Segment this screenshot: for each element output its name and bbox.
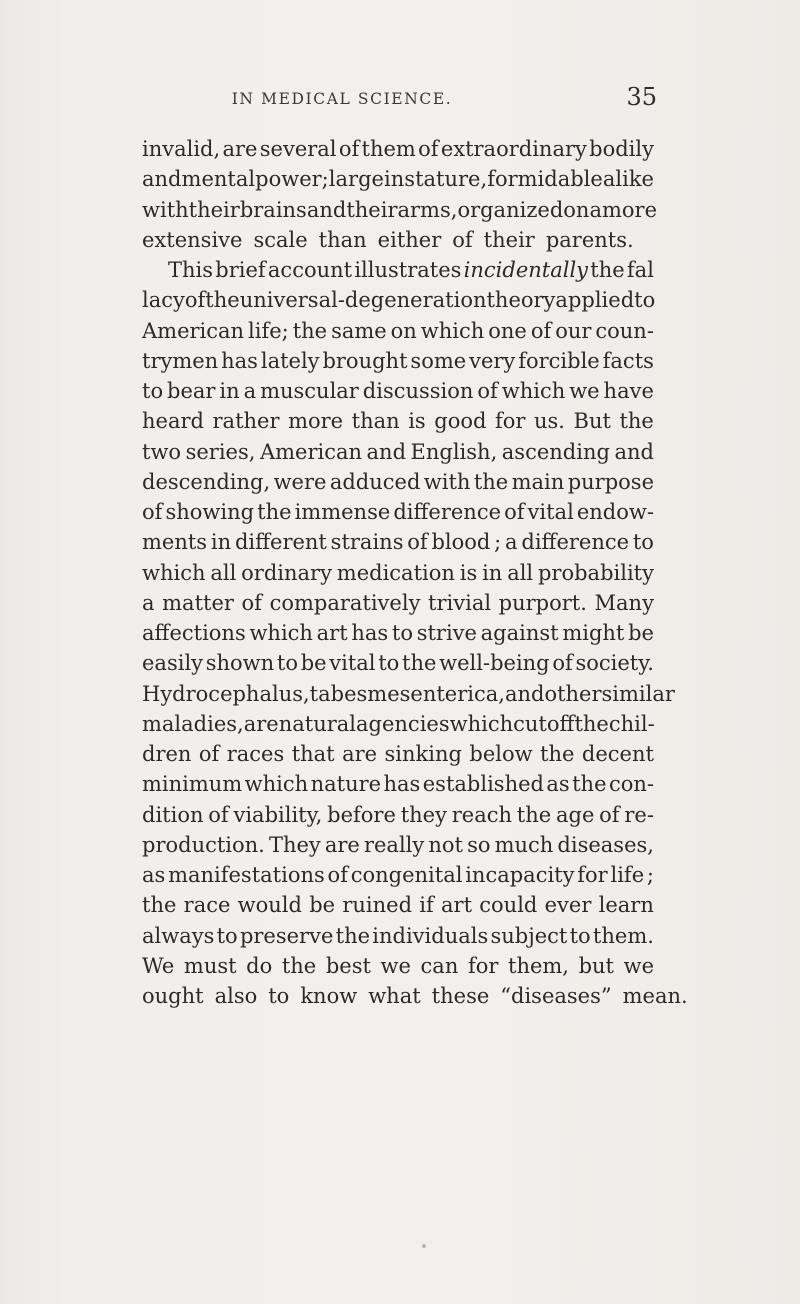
word: them. [592, 923, 654, 948]
word: ; [494, 530, 502, 555]
word: a [589, 197, 602, 222]
word: We [142, 953, 175, 978]
word: is [408, 409, 426, 434]
text-line [142, 437, 654, 467]
word: can [420, 953, 459, 978]
word: in [384, 167, 405, 192]
word: American [259, 439, 363, 464]
word: ordinary [241, 560, 332, 585]
word: difference [393, 500, 502, 524]
word: subject [490, 923, 568, 948]
word: blood [431, 530, 491, 555]
word: our [555, 318, 592, 343]
word: heard [142, 409, 204, 434]
word: main [511, 469, 565, 494]
word: matter [162, 590, 234, 615]
word: would [237, 893, 302, 918]
text-line [142, 709, 654, 739]
word: them, [508, 953, 569, 978]
word: off [546, 711, 575, 736]
text-line [142, 134, 654, 164]
word: easily [142, 651, 204, 676]
word: natural [278, 711, 357, 736]
word: the [335, 923, 371, 948]
word: alike [602, 167, 654, 192]
word: so [467, 832, 491, 857]
word: either [377, 227, 442, 252]
word: vital [527, 500, 574, 524]
word: bear [167, 379, 216, 403]
word: brought [322, 348, 408, 373]
word: fal [626, 258, 654, 282]
word: has [351, 621, 389, 645]
word: dren [142, 742, 192, 766]
word: ruined [342, 893, 413, 918]
word: some [410, 348, 467, 373]
word: which [449, 711, 514, 736]
word: muscular [260, 379, 359, 403]
text-line [142, 951, 654, 981]
word: best [325, 953, 371, 978]
word: extensive [142, 227, 243, 252]
word: agencies [356, 711, 450, 736]
word: incapacity [465, 863, 575, 887]
word: is [459, 560, 478, 585]
word: the [281, 953, 317, 978]
word: we [380, 953, 411, 978]
word: the [590, 258, 625, 282]
word: to [632, 530, 654, 555]
word: universal-degeneration [239, 288, 487, 313]
word: well-being [439, 651, 550, 676]
word: purpose [567, 469, 654, 494]
word: mean. [622, 984, 688, 1008]
word: be [628, 621, 654, 645]
text-line [142, 618, 654, 648]
body-text [142, 134, 688, 1011]
word: the [516, 802, 552, 827]
text-line [142, 981, 688, 1011]
word: has [383, 772, 421, 797]
word: forcible [518, 348, 600, 373]
word: with [423, 469, 471, 494]
text-line [142, 890, 654, 920]
word: very [469, 348, 516, 373]
word: society. [575, 651, 654, 676]
word: to [216, 923, 238, 948]
word: of [530, 318, 552, 343]
word: difference [521, 530, 630, 555]
word: could [479, 893, 538, 918]
word: of [599, 802, 620, 827]
word: and [142, 167, 182, 192]
word: not [428, 832, 463, 857]
word: chil- [608, 711, 655, 736]
text-line [142, 648, 654, 678]
word: of [418, 137, 439, 161]
word: medication [336, 560, 455, 585]
word: same [331, 318, 387, 343]
word: similar [601, 681, 675, 706]
word: are [243, 711, 279, 736]
text-line [142, 316, 654, 346]
word: purport. [498, 590, 587, 615]
word: and [366, 439, 407, 464]
word: for [467, 953, 499, 978]
word: and [504, 681, 545, 706]
word: they [400, 802, 447, 827]
word: these [431, 984, 490, 1008]
word: diseases, [557, 832, 654, 857]
word: maladies, [142, 711, 244, 736]
word: lacy [142, 288, 185, 313]
word: invalid, [142, 137, 221, 161]
word: nature [310, 772, 382, 797]
word: applied [555, 288, 635, 313]
word: of [477, 379, 498, 403]
word: strains [330, 530, 404, 555]
word: individuals [372, 923, 489, 948]
word: for [494, 409, 526, 434]
word: ought [142, 984, 204, 1008]
word: reach [451, 802, 513, 827]
word: to [268, 984, 290, 1008]
word: large [328, 167, 384, 192]
text-line [142, 225, 654, 255]
word: all [507, 560, 534, 585]
word: must [183, 953, 237, 978]
word: showing [165, 500, 255, 524]
word: of [407, 530, 428, 555]
word: the [574, 711, 609, 736]
text-line [142, 195, 657, 225]
word: in [482, 560, 503, 585]
word: which [249, 621, 313, 645]
word: in [219, 379, 240, 403]
word: life; [248, 318, 289, 343]
word: shown [205, 651, 275, 676]
word: the [619, 409, 654, 434]
word: good [434, 409, 487, 434]
word: the [257, 500, 292, 524]
word: us. [533, 409, 565, 434]
word: cut [513, 711, 547, 736]
word: and [306, 197, 347, 222]
word: two [142, 439, 182, 464]
word: if [419, 893, 434, 918]
word: for [577, 863, 608, 887]
word: of [327, 863, 348, 887]
word: were [273, 469, 327, 494]
text-line [142, 467, 654, 497]
word: adduced [329, 469, 421, 494]
word: illustrates [354, 258, 462, 282]
word: as [546, 772, 570, 797]
word: their [346, 197, 398, 222]
text-line [142, 255, 654, 285]
text-line [142, 588, 654, 618]
word: several [259, 137, 337, 161]
running-title: IN MEDICAL SCIENCE. [231, 90, 453, 108]
word: strive [416, 621, 477, 645]
word: mesenterica, [367, 681, 505, 706]
word: a [505, 530, 518, 555]
word: lately [260, 348, 320, 373]
word: coun- [595, 318, 654, 343]
word: the [572, 772, 607, 797]
word: the [473, 469, 509, 494]
word: immense [294, 500, 391, 524]
word: much [494, 832, 554, 857]
word: on [390, 318, 417, 343]
word: which [142, 560, 206, 585]
text-line [142, 739, 654, 769]
text-line [142, 679, 675, 709]
word: ascending [501, 439, 610, 464]
word: what [368, 984, 421, 1008]
word: that [291, 742, 335, 766]
text-line [142, 285, 654, 315]
word: against [480, 621, 559, 645]
word: affections [142, 621, 246, 645]
word: power; [255, 167, 329, 192]
word: race [183, 893, 231, 918]
word: of [452, 227, 473, 252]
word: parents. [545, 227, 634, 252]
word: minimum [142, 772, 243, 797]
word: American [142, 318, 245, 343]
word: rather [212, 409, 280, 434]
word: ; [646, 863, 654, 887]
paper-speck [422, 1244, 426, 1248]
word: arms, [397, 197, 458, 222]
word: which [244, 772, 309, 797]
word: to [634, 288, 656, 313]
word: always [142, 923, 215, 948]
word: re- [624, 802, 654, 827]
word: of [142, 500, 163, 524]
word: brief [215, 258, 266, 282]
word: congenital [350, 863, 463, 887]
word: know [300, 984, 358, 1008]
text-line [142, 921, 654, 951]
word: But [573, 409, 611, 434]
word: races [226, 742, 285, 766]
word: This [168, 258, 214, 282]
word: trymen [142, 348, 219, 373]
word: as [142, 863, 166, 887]
word: the [540, 742, 575, 766]
word: do [246, 953, 273, 978]
word: be [309, 893, 336, 918]
word: to [391, 621, 413, 645]
word: stature, [404, 167, 488, 192]
word: to [276, 651, 298, 676]
text-line [142, 406, 654, 436]
word: English, [410, 439, 498, 464]
word: a [142, 590, 155, 615]
word: we [569, 379, 600, 403]
word: the [205, 288, 240, 313]
word: endow- [576, 500, 654, 524]
word: formidable [487, 167, 603, 192]
word: on [563, 197, 590, 222]
word: more [288, 409, 344, 434]
word: the [142, 893, 177, 918]
word: production. [142, 832, 265, 857]
word: extraordinary [440, 137, 587, 161]
text-line [142, 830, 654, 860]
word: age [555, 802, 595, 827]
word: preserve [239, 923, 334, 948]
word: theory [486, 288, 556, 313]
word: manifestations [168, 863, 325, 887]
word: before [327, 802, 396, 827]
running-head [0, 84, 800, 114]
word: of [198, 742, 220, 766]
word: life [610, 863, 645, 887]
word: with [142, 197, 189, 222]
word: the [292, 318, 328, 343]
word: other [544, 681, 602, 706]
word: brains [239, 197, 307, 222]
word: their [188, 197, 240, 222]
word: discussion [362, 379, 474, 403]
word: be [300, 651, 327, 676]
word: ever [544, 893, 592, 918]
word: account [267, 258, 353, 282]
word: viability, [233, 802, 323, 827]
word: probability [537, 560, 654, 585]
word: one [488, 318, 527, 343]
text-line [142, 558, 654, 588]
word: mental [181, 167, 256, 192]
word: which [501, 379, 566, 403]
text-line [142, 800, 654, 830]
word: facts [602, 348, 654, 373]
word: series, [185, 439, 256, 464]
word: of [184, 288, 206, 313]
text-line [142, 164, 654, 194]
word: con- [608, 772, 654, 797]
word: scale [253, 227, 308, 252]
word: art [441, 893, 473, 918]
word: tabes [309, 681, 368, 706]
word: trivial [428, 590, 492, 615]
word: Many [594, 590, 654, 615]
word: They [268, 832, 321, 857]
word: to [378, 651, 400, 676]
word: “diseases” [500, 984, 612, 1008]
word: of [241, 590, 262, 615]
word: ments [142, 530, 208, 555]
word: of [208, 802, 229, 827]
word: a [243, 379, 257, 403]
text-line [142, 346, 654, 376]
word: art [316, 621, 348, 645]
word: descending, [142, 469, 271, 494]
word: than [318, 227, 367, 252]
word: different [234, 530, 327, 555]
word: comparatively [269, 590, 421, 615]
word: sinking [384, 742, 462, 766]
word: really [363, 832, 425, 857]
word: are [342, 742, 378, 766]
word: and [614, 439, 654, 464]
text-line [142, 769, 654, 799]
word: of [504, 500, 525, 524]
word: learn [598, 893, 654, 918]
word: are [324, 832, 360, 857]
word: decent [581, 742, 654, 766]
word: organized [457, 197, 564, 222]
word: bodily [589, 137, 654, 161]
word: have [603, 379, 654, 403]
word: also [214, 984, 258, 1008]
word: in [210, 530, 232, 555]
word: all [210, 560, 237, 585]
word: to [569, 923, 591, 948]
word: more [601, 197, 657, 222]
text-line [142, 497, 654, 527]
word: of [338, 137, 360, 161]
word: but [578, 953, 614, 978]
word: has [221, 348, 258, 373]
word: of [552, 651, 573, 676]
word: we [623, 953, 654, 978]
word: established [422, 772, 544, 797]
page-number: 35 [626, 83, 657, 111]
word: below [469, 742, 533, 766]
word: Hydrocephalus, [142, 681, 310, 706]
text-line [142, 527, 654, 557]
word: than [351, 409, 400, 434]
text-line [142, 376, 654, 406]
word: might [562, 621, 625, 645]
word: vital [329, 651, 376, 676]
word: which [420, 318, 485, 343]
word: dition [142, 802, 204, 827]
word: their [483, 227, 535, 252]
word: the [402, 651, 437, 676]
word: to [142, 379, 164, 403]
text-line [142, 860, 654, 890]
italic-word: incidentally [463, 258, 589, 282]
word: them [361, 137, 416, 161]
word: are [222, 137, 258, 161]
